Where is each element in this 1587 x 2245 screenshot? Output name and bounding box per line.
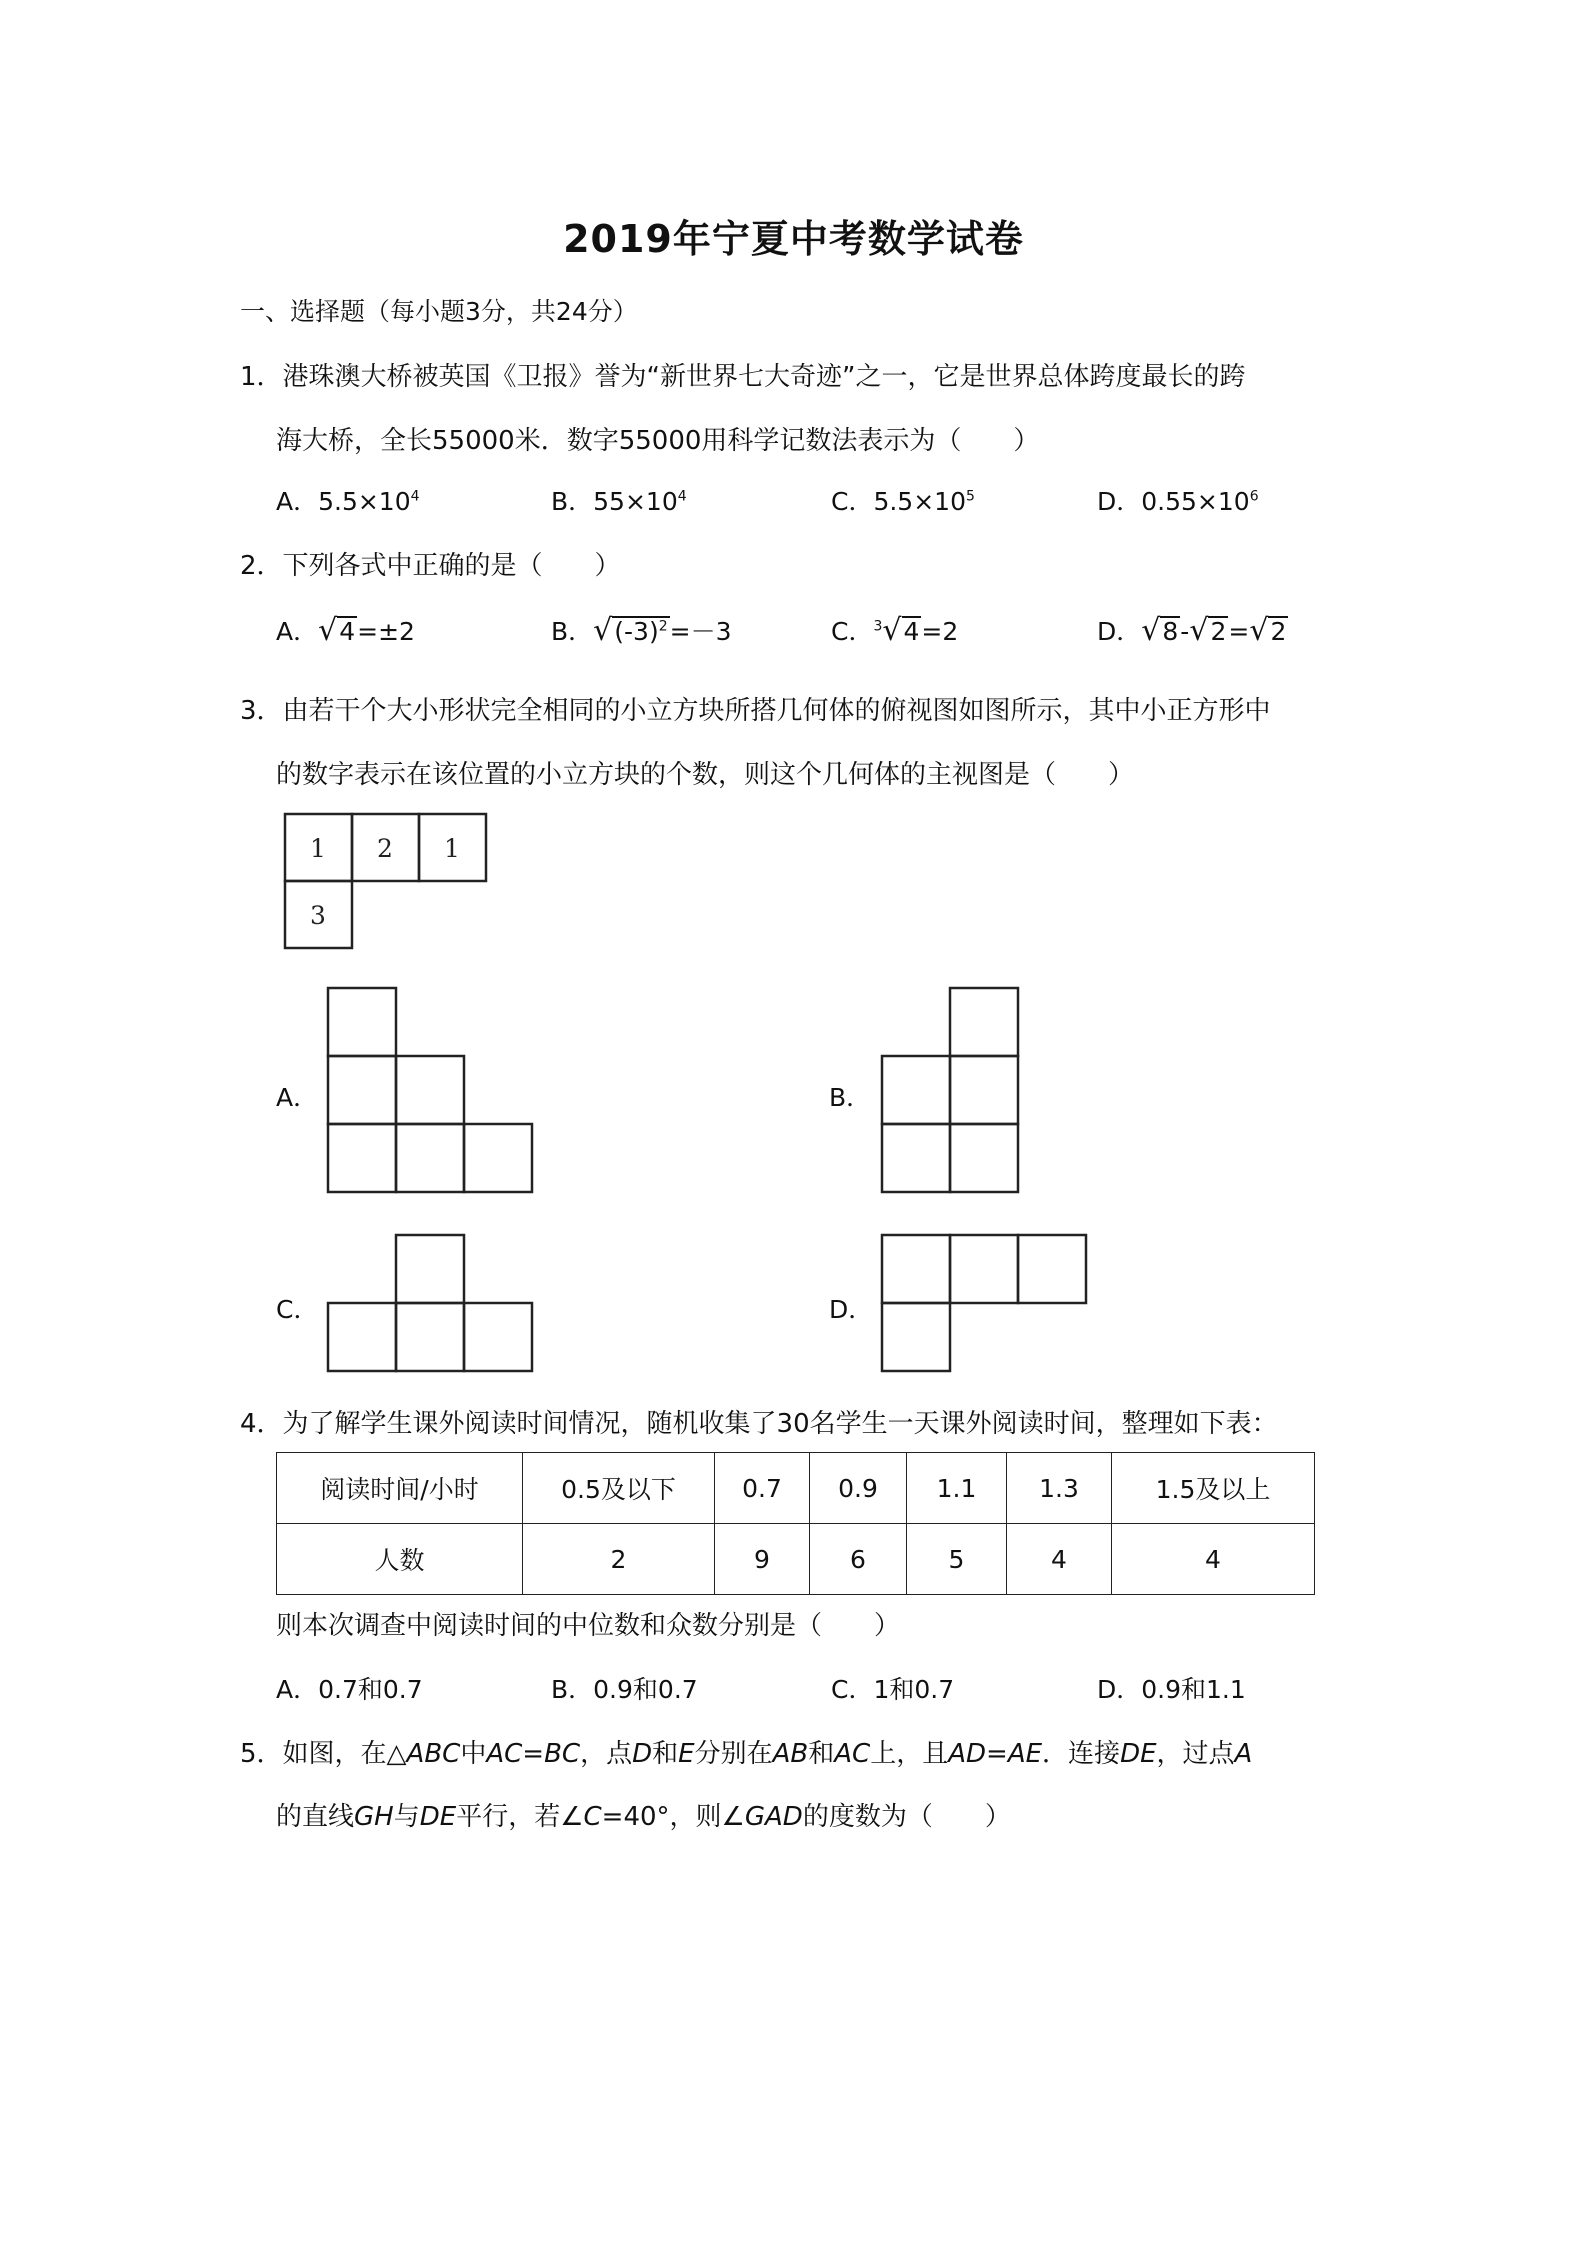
q1-option-a[interactable]: A．$5.5\times 10^4$ (276, 487, 420, 516)
q3-option-b-figure[interactable] (880, 986, 1024, 1198)
cube-face (464, 1124, 532, 1192)
q2-option-a[interactable]: A．√4=±2 (276, 613, 415, 648)
table-cell: 0.7 (715, 1453, 810, 1524)
radicand: 2 (1270, 617, 1287, 646)
reading-time-table (276, 1452, 1315, 1595)
table-cell: 5 (907, 1524, 1007, 1595)
q5-line2: 的直线GH与DE平行，若∠C=40°，则∠GAD的度数为（ ） (276, 1802, 1011, 1832)
radical-sign: √ (1189, 613, 1209, 648)
cube-face (396, 1056, 464, 1124)
cube-face (950, 988, 1018, 1056)
q4-line2: 则本次调查中阅读时间的中位数和众数分别是（ ） (276, 1611, 901, 1641)
q3-option-d-figure[interactable] (880, 1233, 1092, 1377)
q3-option-c-label[interactable]: C． (276, 1295, 319, 1324)
cube-face (328, 1056, 396, 1124)
table-row (277, 1524, 1315, 1595)
radical-sign: √ (882, 613, 902, 648)
cube-face (396, 1235, 464, 1303)
cube-face (396, 1124, 464, 1192)
table-cell: 9 (715, 1524, 810, 1595)
q4-option-c[interactable]: C．1和0.7 (831, 1675, 955, 1704)
q2-option-c[interactable]: C．$^3$√4=2 (831, 613, 959, 648)
q4-option-a[interactable]: A．0.7和0.7 (276, 1675, 423, 1704)
table-cell: 2 (523, 1524, 715, 1595)
page-title: 2019年宁夏中考数学试卷 (563, 217, 1024, 261)
table-cell: 1.3 (1007, 1453, 1112, 1524)
q3-line1: 3．由若干个大小形状完全相同的小立方块所搭几何体的俯视图如图所示，其中小正方形中 (240, 696, 1271, 726)
grid-value: 1 (444, 834, 460, 863)
cube-face (950, 1235, 1018, 1303)
table-cell: 0.9 (810, 1453, 907, 1524)
top-view-grid (283, 812, 493, 955)
table-cell: 4 (1007, 1524, 1112, 1595)
table-cell: 1.1 (907, 1453, 1007, 1524)
q1-line1: 1．港珠澳大桥被英国《卫报》誉为“新世界七大奇迹”之一，它是世界总体跨度最长的跨 (240, 362, 1246, 392)
radical-sign: √ (593, 613, 613, 648)
q1-line2: 海大桥，全长55000米．数字55000用科学记数法表示为（ ） (276, 426, 1040, 456)
table-cell: 0.5及以下 (523, 1453, 715, 1524)
table-header-row (277, 1453, 1315, 1524)
q1-option-b[interactable]: B．$55\times 10^4$ (551, 487, 687, 516)
q3-option-d-label[interactable]: D． (829, 1295, 874, 1324)
cube-face (464, 1303, 532, 1371)
table-cell: 阅读时间/小时 (277, 1453, 523, 1524)
radicand: 4 (903, 617, 920, 646)
grid-value: 2 (377, 834, 393, 863)
grid-value: 1 (310, 834, 326, 863)
q2-option-d[interactable]: D．√8-√2=√2 (1097, 613, 1287, 648)
cube-face (396, 1303, 464, 1371)
radicand: 8 (1162, 617, 1179, 646)
q2-line1: 2．下列各式中正确的是（ ） (240, 551, 621, 581)
q4-option-d[interactable]: D．0.9和1.1 (1097, 1675, 1246, 1704)
q3-option-b-label[interactable]: B． (829, 1083, 872, 1112)
q1-option-d[interactable]: D．$0.55\times 10^6$ (1097, 487, 1259, 516)
cube-face (328, 988, 396, 1056)
root-index: 3 (873, 618, 883, 635)
radicand: 2 (1210, 617, 1227, 646)
q2-option-b[interactable]: B．$√(-3)^2=-3$ (551, 613, 732, 648)
table-cell: 1.5及以上 (1112, 1453, 1315, 1524)
q4-line1: 4．为了解学生课外阅读时间情况，随机收集了30名学生一天课外阅读时间，整理如下表： (240, 1409, 1278, 1439)
q3-option-c-figure[interactable] (326, 1233, 538, 1377)
cube-face (882, 1303, 950, 1371)
cube-face (1018, 1235, 1086, 1303)
cube-face (950, 1056, 1018, 1124)
cube-face (882, 1056, 950, 1124)
q3-line2: 的数字表示在该位置的小立方块的个数，则这个几何体的主视图是（ ） (276, 760, 1135, 790)
q1-option-c[interactable]: C．$5.5\times 10^5$ (831, 487, 975, 516)
table-cell: 人数 (277, 1524, 523, 1595)
q4-option-b[interactable]: B．0.9和0.7 (551, 1675, 698, 1704)
q5-line1: 5．如图，在△ABC中AC=BC，点D和E分别在AB和AC上，且AD=AE．连接DE，过点A (240, 1739, 1253, 1769)
section-heading: 一、选择题（每小题3分，共24分） (240, 297, 638, 326)
cube-face (328, 1124, 396, 1192)
cube-face (882, 1235, 950, 1303)
radicand: $(-3)^2$ (614, 617, 668, 646)
radical-sign: √ (1141, 613, 1161, 648)
cube-face (950, 1124, 1018, 1192)
q3-option-a-label[interactable]: A． (276, 1083, 319, 1112)
q3-option-a-figure[interactable] (326, 986, 538, 1198)
cube-face (882, 1124, 950, 1192)
table-cell: 4 (1112, 1524, 1315, 1595)
cube-face (328, 1303, 396, 1371)
table-cell: 6 (810, 1524, 907, 1595)
grid-value: 3 (310, 901, 326, 930)
radicand: 4 (339, 617, 356, 646)
radical-sign: √ (1249, 613, 1269, 648)
radical-sign: √ (318, 613, 338, 648)
